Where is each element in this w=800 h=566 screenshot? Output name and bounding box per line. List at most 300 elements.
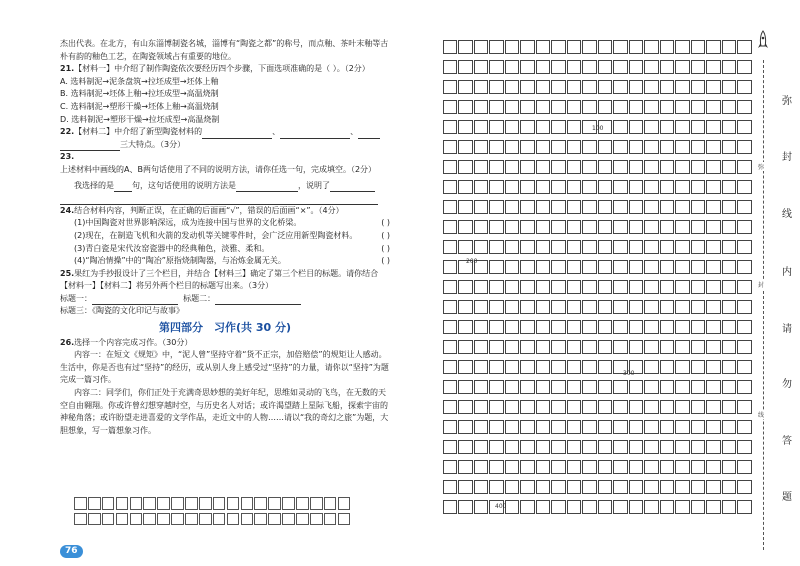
grid-cell[interactable] [551, 480, 565, 494]
grid-cell[interactable] [567, 140, 581, 154]
grid-cell[interactable] [613, 100, 627, 114]
grid-cell[interactable] [660, 360, 674, 374]
grid-cell[interactable] [582, 320, 596, 334]
grid-cell[interactable] [722, 120, 736, 134]
grid-cell[interactable] [675, 400, 689, 414]
grid-cell[interactable] [706, 500, 720, 514]
grid-cell[interactable] [644, 180, 658, 194]
grid-cell[interactable] [567, 460, 581, 474]
grid-cell[interactable] [474, 100, 488, 114]
grid-cell[interactable] [489, 380, 503, 394]
grid-cell[interactable] [644, 460, 658, 474]
grid-cell[interactable] [458, 300, 472, 314]
grid-cell[interactable] [567, 260, 581, 274]
q22-blank-3a[interactable] [358, 129, 380, 139]
grid-cell[interactable] [443, 100, 457, 114]
q22-blank-2[interactable] [280, 129, 350, 139]
grid-cell[interactable] [443, 400, 457, 414]
q23-blank-3[interactable] [330, 182, 375, 192]
grid-cell[interactable] [536, 240, 550, 254]
grid-cell[interactable] [737, 460, 751, 474]
writing-grid-large[interactable] [443, 40, 753, 520]
grid-cell[interactable] [567, 280, 581, 294]
grid-cell[interactable] [644, 300, 658, 314]
grid-cell[interactable] [722, 60, 736, 74]
grid-cell[interactable] [598, 220, 612, 234]
grid-cell[interactable] [629, 320, 643, 334]
grid-cell[interactable] [691, 140, 705, 154]
grid-cell[interactable] [644, 400, 658, 414]
grid-cell[interactable] [458, 500, 472, 514]
grid-cell[interactable] [458, 200, 472, 214]
grid-cell[interactable] [102, 513, 115, 526]
grid-cell[interactable] [598, 80, 612, 94]
q22-blank-3b[interactable] [60, 141, 120, 151]
grid-cell[interactable] [737, 340, 751, 354]
grid-cell[interactable] [551, 180, 565, 194]
grid-cell[interactable] [505, 380, 519, 394]
grid-cell[interactable] [706, 200, 720, 214]
grid-cell[interactable] [551, 200, 565, 214]
grid-cell[interactable] [737, 100, 751, 114]
grid-cell[interactable] [520, 200, 534, 214]
grid-cell[interactable] [536, 40, 550, 54]
grid-cell[interactable] [675, 80, 689, 94]
grid-cell[interactable] [567, 340, 581, 354]
grid-cell[interactable] [489, 400, 503, 414]
grid-cell[interactable] [644, 160, 658, 174]
grid-cell[interactable] [268, 513, 281, 526]
grid-cell[interactable] [443, 120, 457, 134]
grid-cell[interactable] [582, 440, 596, 454]
grid-cell[interactable] [660, 380, 674, 394]
grid-cell[interactable] [474, 460, 488, 474]
grid-cell[interactable] [324, 497, 337, 510]
grid-cell[interactable] [691, 340, 705, 354]
grid-cell[interactable] [644, 120, 658, 134]
grid-cell[interactable] [629, 460, 643, 474]
grid-cell[interactable] [613, 300, 627, 314]
grid-cell[interactable] [505, 40, 519, 54]
grid-cell[interactable] [706, 160, 720, 174]
grid-cell[interactable] [722, 160, 736, 174]
grid-cell[interactable] [199, 513, 212, 526]
grid-cell[interactable] [474, 220, 488, 234]
grid-cell[interactable] [551, 320, 565, 334]
grid-cell[interactable] [722, 500, 736, 514]
grid-cell[interactable] [722, 180, 736, 194]
grid-cell[interactable] [551, 380, 565, 394]
grid-cell[interactable] [171, 497, 184, 510]
grid-cell[interactable] [660, 140, 674, 154]
grid-cell[interactable] [505, 320, 519, 334]
grid-cell[interactable] [458, 100, 472, 114]
grid-cell[interactable] [458, 40, 472, 54]
grid-cell[interactable] [536, 220, 550, 234]
grid-cell[interactable] [185, 497, 198, 510]
grid-cell[interactable] [567, 440, 581, 454]
grid-cell[interactable] [567, 80, 581, 94]
grid-cell[interactable] [536, 400, 550, 414]
grid-cell[interactable] [551, 340, 565, 354]
grid-cell[interactable] [567, 180, 581, 194]
grid-cell[interactable] [598, 480, 612, 494]
grid-cell[interactable] [567, 420, 581, 434]
grid-cell[interactable] [489, 320, 503, 334]
grid-cell[interactable] [296, 513, 309, 526]
grid-cell[interactable] [660, 100, 674, 114]
grid-cell[interactable] [706, 220, 720, 234]
grid-cell[interactable] [691, 460, 705, 474]
q21-option-c[interactable]: C. 选料制泥→塑形干燥→坯体上釉→高温烧制 [60, 101, 219, 111]
q25-title-1-blank[interactable] [92, 295, 178, 305]
grid-cell[interactable] [474, 500, 488, 514]
grid-cell[interactable] [629, 420, 643, 434]
grid-cell[interactable] [691, 280, 705, 294]
grid-cell[interactable] [629, 480, 643, 494]
grid-cell[interactable] [536, 100, 550, 114]
grid-cell[interactable] [675, 440, 689, 454]
grid-cell[interactable] [520, 80, 534, 94]
grid-cell[interactable] [520, 480, 534, 494]
grid-cell[interactable] [582, 260, 596, 274]
grid-cell[interactable] [551, 120, 565, 134]
grid-cell[interactable] [582, 360, 596, 374]
grid-cell[interactable] [324, 513, 337, 526]
grid-cell[interactable] [737, 220, 751, 234]
grid-cell[interactable] [582, 60, 596, 74]
grid-cell[interactable] [551, 100, 565, 114]
grid-cell[interactable] [598, 400, 612, 414]
grid-cell[interactable] [706, 40, 720, 54]
grid-cell[interactable] [737, 280, 751, 294]
grid-cell[interactable] [520, 420, 534, 434]
grid-cell[interactable] [458, 440, 472, 454]
grid-cell[interactable] [706, 320, 720, 334]
grid-cell[interactable] [130, 497, 143, 510]
grid-cell[interactable] [551, 220, 565, 234]
grid-cell[interactable] [660, 160, 674, 174]
q25-title-2-blank[interactable] [215, 295, 301, 305]
grid-cell[interactable] [489, 80, 503, 94]
grid-cell[interactable] [536, 360, 550, 374]
grid-cell[interactable] [474, 280, 488, 294]
grid-cell[interactable] [520, 140, 534, 154]
grid-cell[interactable] [567, 60, 581, 74]
grid-cell[interactable] [722, 440, 736, 454]
grid-cell[interactable] [520, 180, 534, 194]
q21-option-b[interactable]: B. 选料制泥→坯体上釉→拉坯成型→高温烧制 [60, 89, 219, 99]
grid-cell[interactable] [310, 513, 323, 526]
grid-cell[interactable] [722, 420, 736, 434]
grid-cell[interactable] [706, 260, 720, 274]
grid-cell[interactable] [644, 360, 658, 374]
grid-cell[interactable] [737, 360, 751, 374]
grid-cell[interactable] [691, 40, 705, 54]
grid-cell[interactable] [489, 180, 503, 194]
grid-cell[interactable] [660, 460, 674, 474]
grid-cell[interactable] [505, 260, 519, 274]
grid-cell[interactable] [520, 340, 534, 354]
grid-cell[interactable] [613, 500, 627, 514]
grid-cell[interactable] [74, 513, 87, 526]
grid-cell[interactable] [536, 500, 550, 514]
grid-cell[interactable] [613, 80, 627, 94]
grid-cell[interactable] [660, 120, 674, 134]
grid-cell[interactable] [505, 300, 519, 314]
grid-cell[interactable] [536, 200, 550, 214]
grid-cell[interactable] [706, 100, 720, 114]
grid-cell[interactable] [567, 220, 581, 234]
grid-cell[interactable] [551, 240, 565, 254]
grid-cell[interactable] [443, 340, 457, 354]
grid-cell[interactable] [675, 460, 689, 474]
grid-cell[interactable] [474, 380, 488, 394]
grid-cell[interactable] [613, 200, 627, 214]
grid-cell[interactable] [644, 340, 658, 354]
grid-cell[interactable] [675, 160, 689, 174]
grid-cell[interactable] [458, 360, 472, 374]
grid-cell[interactable] [458, 320, 472, 334]
grid-cell[interactable] [598, 180, 612, 194]
grid-cell[interactable] [268, 497, 281, 510]
grid-cell[interactable] [598, 420, 612, 434]
grid-cell[interactable] [551, 140, 565, 154]
grid-cell[interactable] [644, 380, 658, 394]
grid-cell[interactable] [613, 60, 627, 74]
grid-cell[interactable] [613, 240, 627, 254]
grid-cell[interactable] [598, 440, 612, 454]
grid-cell[interactable] [737, 380, 751, 394]
grid-cell[interactable] [458, 240, 472, 254]
q23-blank-2[interactable] [236, 182, 298, 192]
grid-cell[interactable] [567, 500, 581, 514]
grid-cell[interactable] [675, 380, 689, 394]
grid-cell[interactable] [520, 260, 534, 274]
grid-cell[interactable] [505, 140, 519, 154]
grid-cell[interactable] [629, 140, 643, 154]
grid-cell[interactable] [598, 340, 612, 354]
grid-cell[interactable] [706, 300, 720, 314]
grid-cell[interactable] [737, 40, 751, 54]
grid-cell[interactable] [520, 360, 534, 374]
grid-cell[interactable] [644, 240, 658, 254]
grid-cell[interactable] [691, 420, 705, 434]
grid-cell[interactable] [660, 420, 674, 434]
grid-cell[interactable] [536, 80, 550, 94]
grid-cell[interactable] [660, 260, 674, 274]
grid-cell[interactable] [598, 460, 612, 474]
grid-cell[interactable] [116, 497, 129, 510]
grid-cell[interactable] [551, 80, 565, 94]
grid-cell[interactable] [737, 400, 751, 414]
grid-cell[interactable] [613, 380, 627, 394]
grid-cell[interactable] [598, 60, 612, 74]
grid-cell[interactable] [722, 340, 736, 354]
grid-cell[interactable] [254, 497, 267, 510]
grid-cell[interactable] [675, 100, 689, 114]
grid-cell[interactable] [443, 260, 457, 274]
grid-cell[interactable] [675, 360, 689, 374]
grid-cell[interactable] [143, 513, 156, 526]
grid-cell[interactable] [691, 320, 705, 334]
grid-cell[interactable] [505, 400, 519, 414]
grid-cell[interactable] [644, 80, 658, 94]
grid-cell[interactable] [536, 420, 550, 434]
grid-cell[interactable] [536, 380, 550, 394]
grid-cell[interactable] [536, 320, 550, 334]
grid-cell[interactable] [474, 420, 488, 434]
grid-cell[interactable] [520, 500, 534, 514]
grid-cell[interactable] [644, 260, 658, 274]
grid-cell[interactable] [722, 480, 736, 494]
grid-cell[interactable] [489, 240, 503, 254]
grid-cell[interactable] [536, 440, 550, 454]
grid-cell[interactable] [644, 280, 658, 294]
grid-cell[interactable] [629, 240, 643, 254]
grid-cell[interactable] [241, 497, 254, 510]
grid-cell[interactable] [489, 340, 503, 354]
grid-cell[interactable] [582, 220, 596, 234]
grid-cell[interactable] [706, 400, 720, 414]
q24-item-1-answer[interactable]: ( ) [381, 218, 390, 228]
grid-cell[interactable] [644, 100, 658, 114]
grid-cell[interactable] [551, 160, 565, 174]
grid-cell[interactable] [458, 60, 472, 74]
grid-cell[interactable] [254, 513, 267, 526]
grid-cell[interactable] [443, 280, 457, 294]
grid-cell[interactable] [660, 60, 674, 74]
grid-cell[interactable] [171, 513, 184, 526]
grid-cell[interactable] [706, 440, 720, 454]
grid-cell[interactable] [613, 120, 627, 134]
grid-cell[interactable] [458, 420, 472, 434]
grid-cell[interactable] [505, 420, 519, 434]
grid-cell[interactable] [489, 480, 503, 494]
grid-cell[interactable] [737, 500, 751, 514]
grid-cell[interactable] [737, 300, 751, 314]
grid-cell[interactable] [675, 280, 689, 294]
grid-cell[interactable] [675, 140, 689, 154]
grid-cell[interactable] [722, 360, 736, 374]
grid-cell[interactable] [474, 180, 488, 194]
grid-cell[interactable] [691, 480, 705, 494]
grid-cell[interactable] [489, 220, 503, 234]
grid-cell[interactable] [598, 280, 612, 294]
grid-cell[interactable] [505, 280, 519, 294]
grid-cell[interactable] [737, 320, 751, 334]
grid-cell[interactable] [505, 100, 519, 114]
grid-cell[interactable] [443, 460, 457, 474]
grid-cell[interactable] [629, 400, 643, 414]
grid-cell[interactable] [691, 500, 705, 514]
grid-cell[interactable] [722, 80, 736, 94]
grid-cell[interactable] [691, 380, 705, 394]
grid-cell[interactable] [644, 500, 658, 514]
grid-cell[interactable] [536, 340, 550, 354]
grid-cell[interactable] [443, 420, 457, 434]
grid-cell[interactable] [157, 513, 170, 526]
grid-cell[interactable] [489, 100, 503, 114]
grid-cell[interactable] [660, 340, 674, 354]
grid-cell[interactable] [567, 100, 581, 114]
q22-blank-1[interactable] [202, 129, 272, 139]
grid-cell[interactable] [706, 60, 720, 74]
grid-cell[interactable] [474, 40, 488, 54]
grid-cell[interactable] [660, 200, 674, 214]
grid-cell[interactable] [505, 340, 519, 354]
grid-cell[interactable] [660, 400, 674, 414]
grid-cell[interactable] [598, 260, 612, 274]
grid-cell[interactable] [675, 420, 689, 434]
grid-cell[interactable] [706, 420, 720, 434]
grid-cell[interactable] [520, 100, 534, 114]
grid-cell[interactable] [675, 60, 689, 74]
grid-cell[interactable] [691, 300, 705, 314]
grid-cell[interactable] [613, 140, 627, 154]
grid-cell[interactable] [505, 440, 519, 454]
grid-cell[interactable] [489, 460, 503, 474]
grid-cell[interactable] [691, 60, 705, 74]
grid-cell[interactable] [505, 460, 519, 474]
grid-cell[interactable] [567, 380, 581, 394]
grid-cell[interactable] [582, 300, 596, 314]
grid-cell[interactable] [737, 200, 751, 214]
grid-cell[interactable] [443, 140, 457, 154]
grid-cell[interactable] [706, 240, 720, 254]
grid-cell[interactable] [675, 500, 689, 514]
grid-cell[interactable] [644, 140, 658, 154]
grid-cell[interactable] [598, 500, 612, 514]
grid-cell[interactable] [675, 180, 689, 194]
grid-cell[interactable] [130, 513, 143, 526]
grid-cell[interactable] [88, 497, 101, 510]
grid-cell[interactable] [582, 380, 596, 394]
grid-cell[interactable] [737, 480, 751, 494]
grid-cell[interactable] [489, 440, 503, 454]
grid-cell[interactable] [505, 60, 519, 74]
grid-cell[interactable] [613, 420, 627, 434]
grid-cell[interactable] [613, 160, 627, 174]
grid-cell[interactable] [582, 100, 596, 114]
grid-cell[interactable] [582, 420, 596, 434]
grid-cell[interactable] [660, 80, 674, 94]
grid-cell[interactable] [629, 500, 643, 514]
grid-cell[interactable] [536, 260, 550, 274]
grid-cell[interactable] [505, 180, 519, 194]
grid-cell[interactable] [458, 280, 472, 294]
grid-cell[interactable] [443, 480, 457, 494]
grid-cell[interactable] [536, 140, 550, 154]
grid-cell[interactable] [644, 200, 658, 214]
grid-cell[interactable] [660, 300, 674, 314]
grid-cell[interactable] [706, 340, 720, 354]
grid-cell[interactable] [116, 513, 129, 526]
grid-cell[interactable] [474, 120, 488, 134]
grid-cell[interactable] [443, 80, 457, 94]
grid-cell[interactable] [582, 40, 596, 54]
grid-cell[interactable] [722, 260, 736, 274]
q24-item-2-answer[interactable]: ( ) [381, 230, 390, 240]
grid-cell[interactable] [660, 40, 674, 54]
grid-cell[interactable] [706, 120, 720, 134]
grid-cell[interactable] [458, 460, 472, 474]
grid-cell[interactable] [474, 240, 488, 254]
grid-cell[interactable] [505, 240, 519, 254]
grid-cell[interactable] [644, 320, 658, 334]
grid-cell[interactable] [629, 80, 643, 94]
grid-cell[interactable] [296, 497, 309, 510]
